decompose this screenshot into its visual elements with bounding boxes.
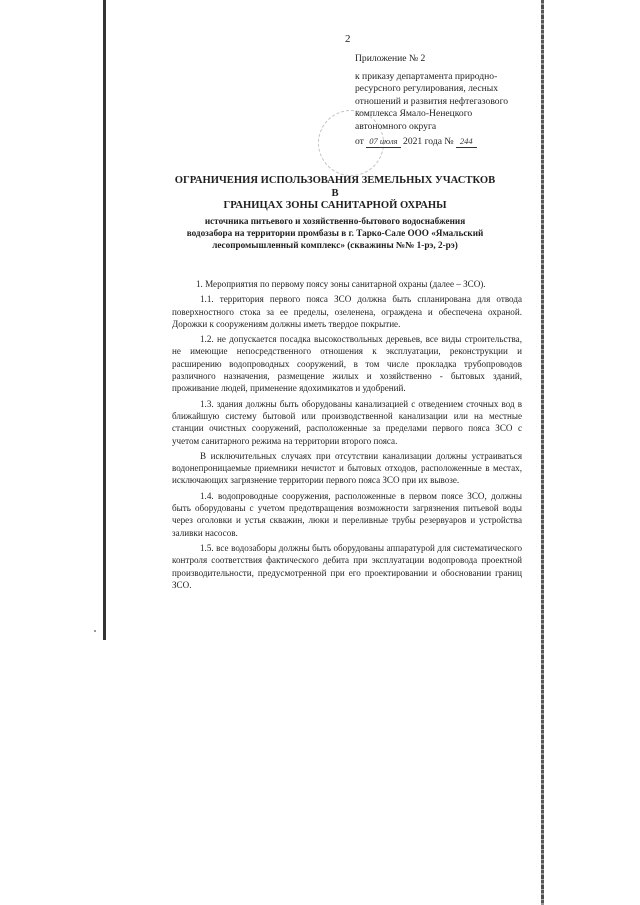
scan-edge-right — [541, 0, 544, 905]
title-sub-line: водозабора на территории промбазы в г. Тарко-Сале ООО «Ямальский — [186, 227, 484, 238]
appendix-line: комплекса Ямало-Ненецкого — [355, 108, 473, 120]
appendix-line: ресурсного регулирования, лесных — [355, 83, 499, 95]
title-main-line: ГРАНИЦАХ ЗОНЫ САНИТАРНОЙ ОХРАНЫ — [223, 200, 447, 211]
title-main-line: ОГРАНИЧЕНИЯ ИСПОЛЬЗОВАНИЯ ЗЕМЕЛЬНЫХ УЧАСТКОВ В — [174, 175, 496, 199]
paragraph: 1.4. водопроводные сооружения, расположенные в первом поясе ЗСО, должны быть оборудованы с учетом предотвращения возможности загрязнения питьевой воды через оголовки и устья скважин, люки и переливные трубы резервуаров и устройства заливки насосов. — [172, 490, 522, 538]
document-title — [170, 175, 500, 251]
scan-speck — [94, 630, 96, 632]
page-number: 2 — [345, 33, 351, 45]
paragraph: В исключительных случаях при отсутствии канализации должны устраиваться водонепроницаемые приемники нечистот и бытовых отходов, расположенные в местах, исключающих загрязнение территории первого пояса ЗСО при их вывозе. — [172, 450, 522, 486]
handwritten-date: 07 июля — [366, 135, 400, 149]
appendix-title: Приложение № 2 — [355, 53, 426, 64]
appendix-line: отношений и развития нефтегазового — [355, 95, 509, 107]
date-prefix: от — [355, 135, 364, 147]
title-sub-line: источника питьевого и хозяйственно-бытового водоснабжения — [204, 215, 466, 226]
appendix-line: автономного округа — [355, 120, 437, 132]
faint-stamp — [318, 110, 384, 176]
title-sub-line: лесопромышленный комплекс» (скважины №№ 1-рэ, 2-рэ) — [212, 239, 458, 250]
paragraph: 1. Мероприятия по первому поясу зоны санитарной охраны (далее – ЗСО). — [196, 279, 486, 289]
document-body — [172, 278, 522, 594]
date-suffix: 2021 года № — [403, 135, 454, 147]
scan-edge-left — [103, 0, 106, 640]
handwritten-number: 244 — [456, 135, 477, 149]
paragraph: 1.3. здания должны быть оборудованы канализацией с отведением сточных вод в ближайшую систему бытовой или производственной канализации или на местные станции очистных сооружений, расположенные за пределами первого пояса ЗСО с учетом санитарного режима на территории второго пояса. — [172, 398, 522, 446]
paragraph: 1.5. все водозаборы должны быть оборудованы аппаратурой для систематического контроля соответствия фактического дебита при эксплуатации водопровода проектной производительности, предусмотренной при его проектировании и обосновании границ ЗСО. — [172, 542, 522, 590]
paragraph: 1.1. территория первого пояса ЗСО должна быть спланирована для отвода поверхностного стока за ее пределы, озеленена, ограждена и обеспечена охраной. Дорожки к сооружениям должны иметь твердое покрытие. — [172, 294, 522, 329]
paragraph: 1.2. не допускается посадка высокоствольных деревьев, все виды строительства, не имеющие непосредственного отношения к эксплуатации, реконструкции и расширению водопроводных сооружений, в том числе прокладка трубопроводов различного назначения, размещение жилых и хозяйственно - бытовых зданий, проживание людей, применение ядохимикатов и удобрений. — [172, 334, 522, 394]
appendix-line: к приказу департамента природно- — [355, 70, 498, 82]
